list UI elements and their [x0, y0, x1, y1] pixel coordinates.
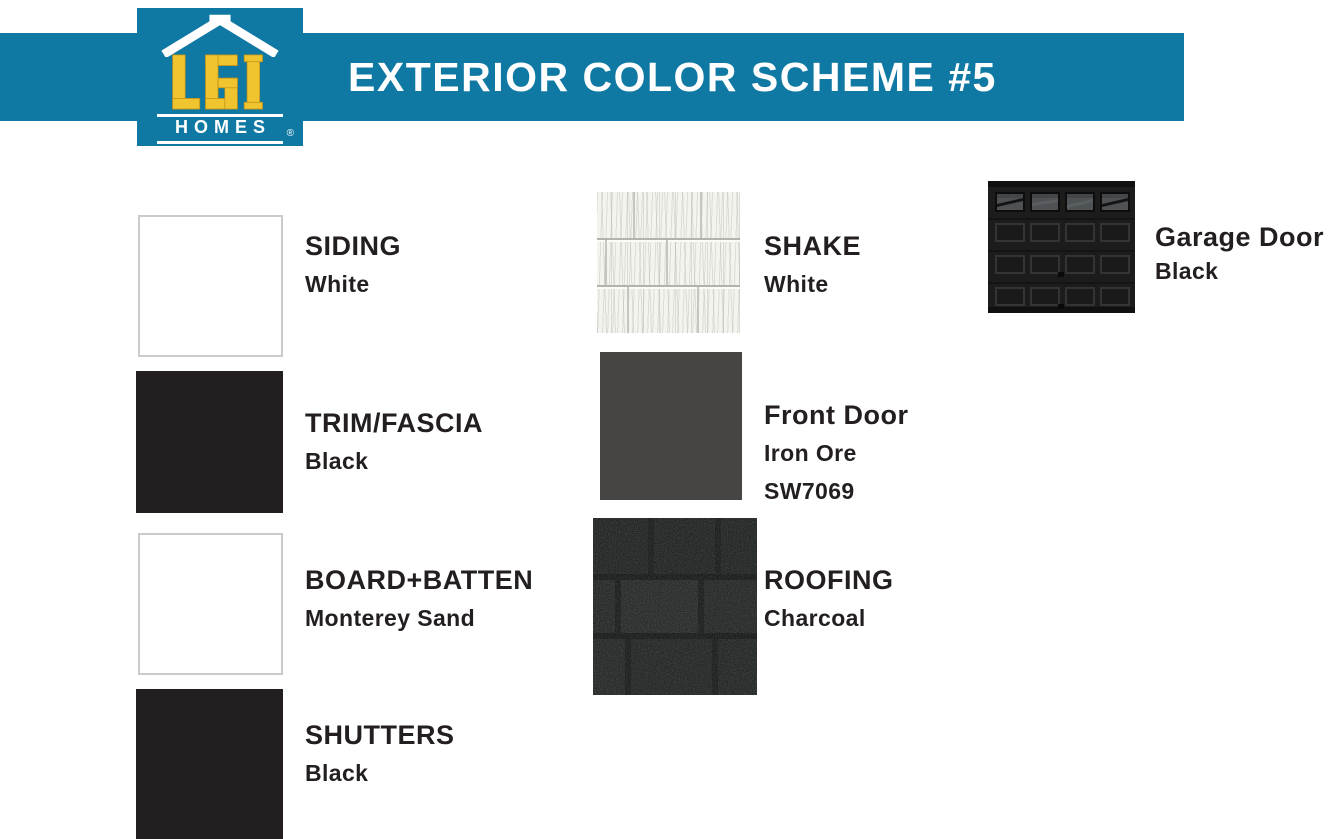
shake-seam — [605, 240, 607, 285]
trim-fascia-color-name: Black — [305, 448, 369, 474]
lgi-homes-logo — [137, 8, 303, 146]
shake-label-group — [764, 227, 861, 303]
siding-color-name: White — [305, 271, 370, 297]
board-batten-swatch — [138, 533, 283, 675]
board-batten-label: BOARD+BATTEN — [305, 565, 534, 595]
roof-icon — [157, 13, 283, 57]
shake-label: SHAKE — [764, 231, 862, 261]
front-door-color-name: Iron Ore — [764, 440, 857, 466]
shake-color-name: White — [764, 271, 829, 297]
front-door-label-group — [764, 396, 908, 510]
garage-door-image — [988, 181, 1135, 313]
logo-homes-text: HOMES — [174, 117, 271, 137]
shake-row-line — [597, 285, 740, 287]
shake-row-line — [597, 238, 740, 240]
trim-fascia-label-group — [305, 404, 483, 480]
siding-swatch — [138, 215, 283, 357]
garage-door-color-name: Black — [1155, 258, 1219, 284]
siding-label-group — [305, 227, 401, 303]
shake-seam — [627, 287, 629, 333]
roofing-shingles-image — [593, 518, 757, 695]
logo-divider-bottom — [157, 141, 283, 144]
shutters-label: SHUTTERS — [305, 720, 455, 750]
board-batten-color-name: Monterey Sand — [305, 605, 476, 631]
board-batten-label-group — [305, 561, 533, 637]
shutters-swatch — [136, 689, 283, 839]
front-door-color-code: SW7069 — [764, 478, 855, 504]
trim-fascia-swatch — [136, 371, 283, 513]
registered-trademark-icon: ® — [286, 128, 294, 139]
page-title: EXTERIOR COLOR SCHEME #5 — [348, 54, 997, 100]
shake-swatch — [597, 192, 740, 333]
shake-seam — [666, 240, 668, 285]
roofing-label-group — [764, 561, 894, 637]
trim-fascia-label: TRIM/FASCIA — [305, 408, 483, 438]
roofing-color-name: Charcoal — [764, 605, 866, 631]
siding-label: SIDING — [305, 231, 402, 261]
shake-seam — [633, 192, 635, 238]
front-door-label: Front Door — [764, 400, 909, 430]
lgi-monogram — [167, 53, 273, 111]
shutters-label-group — [305, 716, 455, 792]
garage-door-swatch — [988, 181, 1135, 313]
garage-door-label: Garage Door — [1155, 222, 1325, 252]
garage-door-label-group — [1155, 220, 1324, 288]
shake-seam — [697, 287, 699, 333]
roofing-swatch — [593, 518, 757, 695]
shutters-color-name: Black — [305, 760, 369, 786]
front-door-swatch — [600, 352, 742, 500]
roofing-label: ROOFING — [764, 565, 894, 595]
shake-seam — [700, 192, 702, 238]
